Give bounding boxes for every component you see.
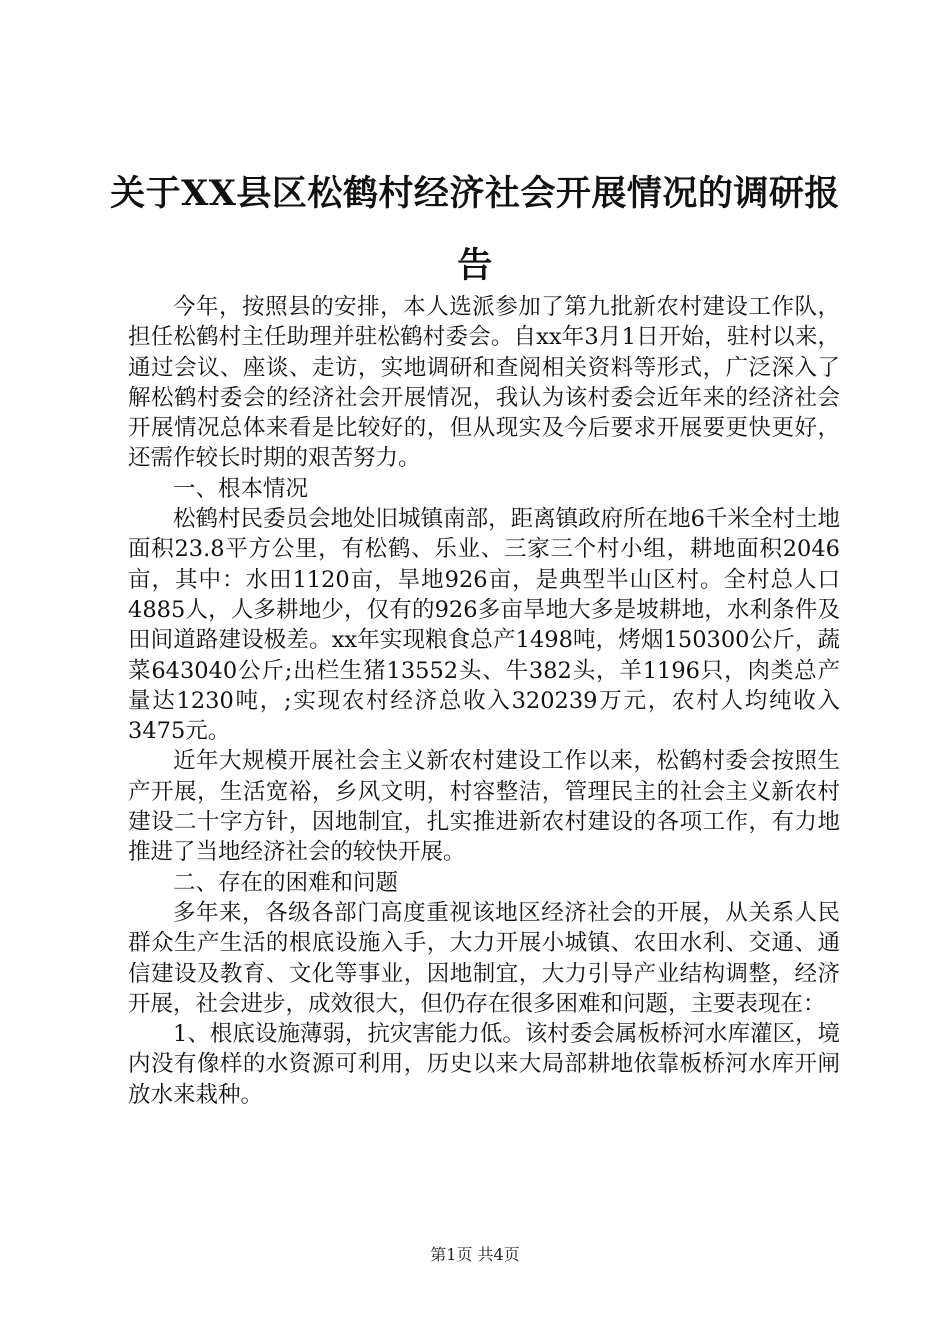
paragraph-problems-overview: 多年来，各级各部门高度重视该地区经济社会的开展，从关系人民群众生产生活的根底设施入手，大力开展小城镇、农田水利、交通、通信建设及教育、文化等事业，因地制宜，大力引导产业结构调整，经济开展，社会进步，成效很大，但仍存在很多困难和问题，主要表现在： <box>128 899 840 1017</box>
paragraph-basic-situation: 松鹤村民委员会地处旧城镇南部，距离镇政府所在地6千米全村土地面积23.8平方公里，有松鹤、乐业、三家三个村小组，耕地面积2046亩，其中：水田1120亩，旱地926亩，是典型半山区村。全村总人口4885人，人多耕地少，仅有的926多亩旱地大多是坡耕地，水利条件及田间道路建设极差。xx年实现粮食总产1498吨，烤烟150300公斤，蔬菜643040公斤;出栏生猪13552头、牛382头，羊1196只，肉类总产量达1230吨，;实现农村经济总收入320239万元，农村人均纯收入3475元。 <box>128 506 840 745</box>
section-heading-problems: 二、存在的困难和问题 <box>173 869 399 896</box>
paragraph-new-village-construction: 近年大规模开展社会主义新农村建设工作以来，松鹤村委会按照生产开展，生活宽裕，乡风文明，村容整洁，管理民主的社会主义新农村建设二十字方针，因地制宜，扎实推进新农村建设的各项工作，有力地推进了当地经济社会的较快开展。 <box>128 748 840 866</box>
document-body <box>128 292 840 1110</box>
section-heading-basic-situation: 一、根本情况 <box>173 475 309 502</box>
page-footer: 第1页 共4页 <box>430 1245 520 1264</box>
paragraph-infrastructure: 1、根底设施薄弱，抗灾害能力低。该村委会属板桥河水库灌区，境内没有像样的水资源可利用，历史以来大局部耕地依靠板桥河水库开闸放水来栽种。 <box>128 1021 840 1108</box>
paragraph-intro: 今年，按照县的安排，本人选派参加了第九批新农村建设工作队，担任松鹤村主任助理并驻松鹤村委会。自xx年3月1日开始，驻村以来，通过会议、座谈、走访，实地调研和查阅相关资料等形式，广泛深入了解松鹤村委会的经济社会开展情况，我认为该村委会近年来的经济社会开展情况总体来看是比较好的，但从现实及今后要求开展要更快更好，还需作较长时期的艰苦努力。 <box>128 294 840 472</box>
document-title: 关于XX县区松鹤村经济社会开展情况的调研报告 <box>110 173 840 286</box>
